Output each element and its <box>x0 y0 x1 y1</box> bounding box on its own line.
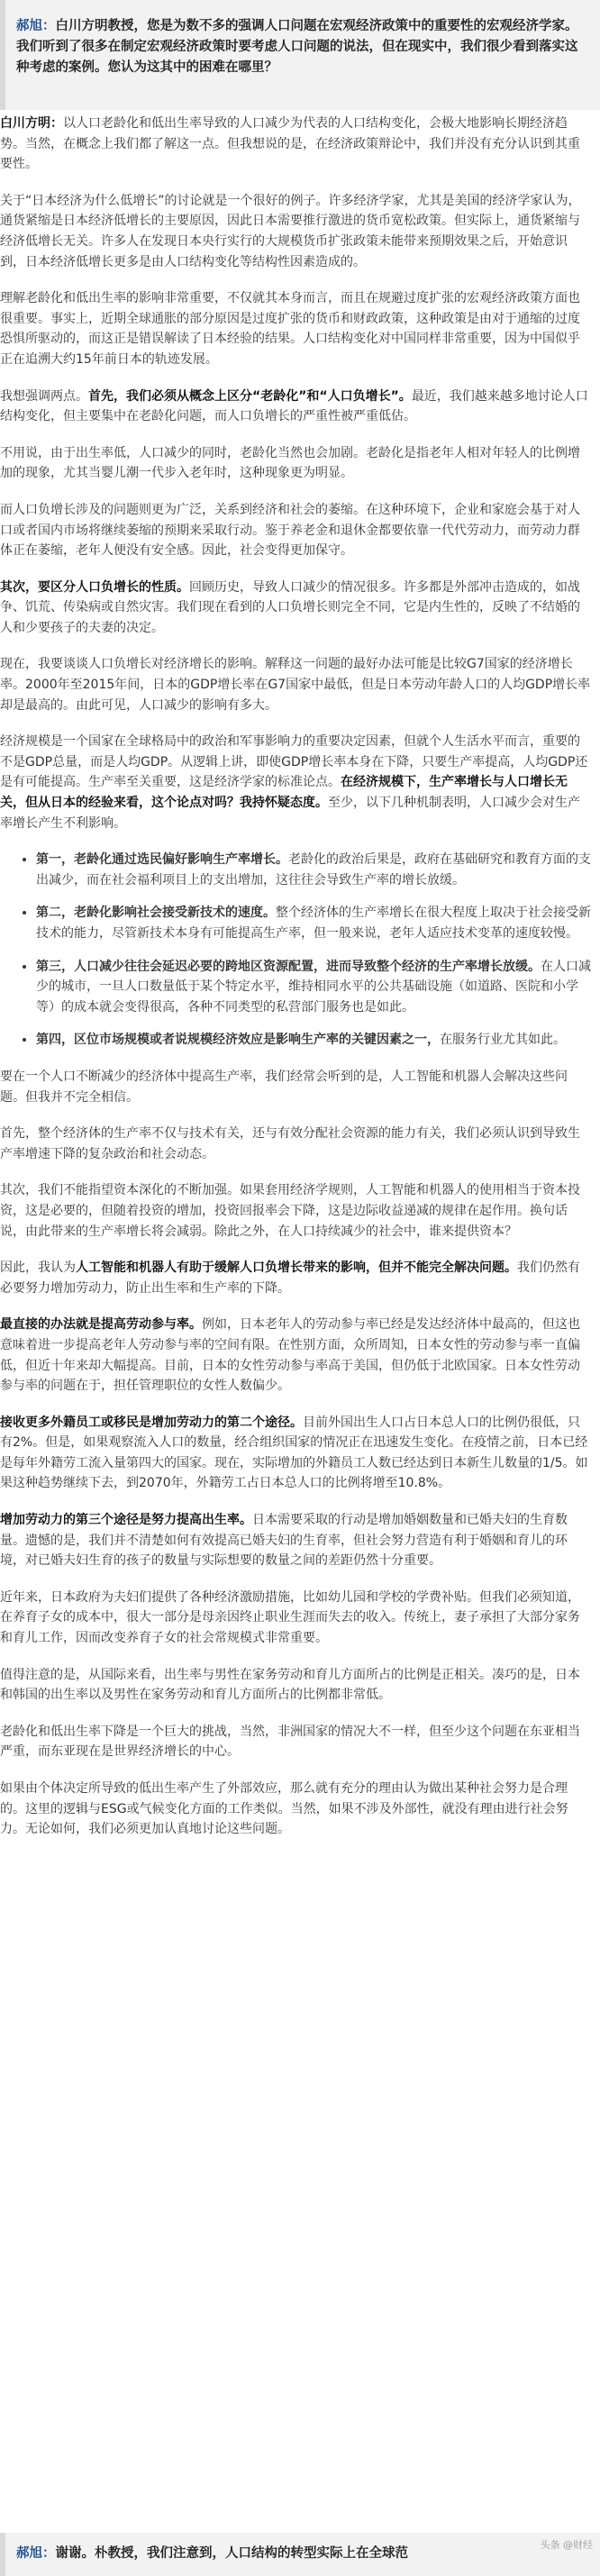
paragraph-text: 日本需要采取的行动是增加婚姻数量和已婚夫妇的生育数量。遗憾的是，我们并不清楚如何有效提高已婚夫妇的生育率，但社会努力营造有利于婚姻和育儿的环境，对已婚夫妇生育的孩子的数量与实际想要的数量之间的差距仍然十分重要。 <box>0 1513 568 1569</box>
paragraph: 而人口负增长涉及的问题则更为广泛，关系到经济和社会的萎缩。在这种环境下，企业和家庭会基于对人口或者国内市场将继续萎缩的预期来采取行动。鉴于养老金和退休金都要依靠一代代劳动力，而劳动力群体正在萎缩，老年人便没有安全感。因此，社会变得更加保守。 <box>0 502 580 559</box>
emphasis-text: 最直接的办法就是提高劳动参与率。 <box>0 1317 202 1333</box>
paragraph <box>0 578 591 639</box>
paragraph: 值得注意的是，从国际来看，出生率与男性在家务劳动和育儿方面所占的比例是正相关。凑巧的是，日本和韩国的出生率以及男性在家务劳动和育儿方面所占的比例都非常低。 <box>0 1667 580 1703</box>
question-block <box>0 0 600 110</box>
paragraph: 理解老龄化和低出生率的影响非常重要，不仅就其本身而言，而且在规避过度扩张的宏观经济政策方面也很重要。事实上，近期全球通胀的部分原因是过度扩张的货币和财政政策，这种政策是由对于通缩的过度恐惧所驱动的，而这正是错误解读了日本经验的结果。人口结构变化对中国同样非常重要，因为中国似乎正在追溯大约15年前日本的轨迹发展。 <box>0 291 580 367</box>
paragraph-text: 至少，以下几种机制表明，人口减少会对生产率增长产生不利影响。 <box>0 796 580 831</box>
followup-text <box>16 2544 587 2564</box>
list-item-text: 在人口减少的城市，一旦人口数量低于某个特定水平，维持相同水平的公共基础设施（如道路、医院和小学等）的成本就会变得很高，各种不同类型的私营部门服务也是如此。 <box>36 959 591 1015</box>
paragraph: 首先，整个经济体的生产率不仅与技术有关，还与有效分配社会资源的能力有关，我们必须认识到导致生产率增速下降的复杂政治和社会动态。 <box>0 1126 580 1161</box>
list-item <box>36 957 591 1018</box>
paragraph-text: 最近，我们越来越多地讨论人口结构变化，但主要集中在老龄化问题，而人口负增长的严重性被严重低估。 <box>0 388 588 424</box>
emphasis-text: 第四，区位市场规模或者说规模经济效应是影响生产率的关键因素之一， <box>36 1033 440 1048</box>
paragraph <box>0 1413 591 1494</box>
emphasis-text: 第三，人口减少往往会延迟必要的跨地区资源配置，进而导致整个经济的生产率增长放缓。 <box>36 959 541 974</box>
paragraph: 要在一个人口不断减少的经济体中提高生产率，我们经常会听到的是，人工智能和机器人会解决这些问题。但我并不完全相信。 <box>0 1069 568 1105</box>
list-item <box>36 1030 591 1051</box>
paragraph-text: 回顾历史，导致人口减少的情况很多。许多都是外部冲击造成的，如战争、饥荒、传染病或自然灾害。我们现在看到的人口负增长则完全不同，它是内生性的，反映了不结婚的人和少要孩子的夫妻的决定。 <box>0 579 580 635</box>
paragraph <box>0 732 591 833</box>
watermark: 头条 @财经 <box>540 2539 593 2551</box>
paragraph <box>0 1510 591 1571</box>
paragraph: 老龄化和低出生率下降是一个巨大的挑战，当然，非洲国家的情况大不一样，但至少这个问题在东亚相当严重，而东亚现在是世界经济增长的中心。 <box>0 1724 580 1760</box>
paragraph: 其次，我们不能指望资本深化的不断加强。如果套用经济学规则，人工智能和机器人的使用相当于资本投资，这是必要的，但随着投资的增加，投资回报率会下降，这是边际收益递减的规律在起作用。换句话说，由此带来的生产率增长将会减弱。除此之外，在人口持续减少的社会中，谁来提供资本？ <box>0 1183 580 1239</box>
question-text <box>16 16 587 78</box>
list-item-text: 整个经济体的生产率增长在很大程度上取决于社会接受新技术的能力，尽管新技术本身有可能提高生产率，但一般来说，老年人适应技术变革的速度较慢。 <box>36 906 591 941</box>
paragraph-text: 因此，我认为 <box>0 1261 76 1276</box>
emphasis-text: 人工智能和机器人有助于缓解人口负增长带来的影响，但并不能完全解决问题。 <box>76 1261 517 1276</box>
emphasis-text: 增加劳动力的第三个途径是努力提高出生率。 <box>0 1513 252 1528</box>
speaker-label: 白川方明： <box>0 116 63 131</box>
emphasis-text: 第二，老龄化影响社会接受新技术的速度。 <box>36 906 276 921</box>
followup-question-block <box>0 2533 600 2576</box>
paragraph <box>0 1315 591 1396</box>
answer-content <box>0 114 600 1856</box>
paragraph <box>0 1258 591 1298</box>
paragraph: 如果由个体决定所导致的低出生率产生了外部效应，那么就有充分的理由认为做出某种社会努力是合理的。这里的逻辑与ESG或气候变化方面的工作类似。当然，如果不涉及外部性，就没有理由进行社会努力。无论如何，我们必须更加认真地讨论这些问题。 <box>0 1781 568 1837</box>
speaker-label: 郝旭： <box>16 2546 56 2561</box>
list-item-text: 老龄化的政治后果是，政府在基础研究和教育方面的支出减少，而在社会福利项目上的支出增加，这往往会导致生产率的增长放缓。 <box>36 852 591 887</box>
paragraph: 近年来，日本政府为夫妇们提供了各种经济激励措施，比如幼儿园和学校的学费补贴。但我们必须知道，在养育子女的成本中，很大一部分是母亲因终止职业生涯而失去的收入。传统上，妻子承担了大部分家务和育儿工作，因而改变养育子女的社会常规模式非常重要。 <box>0 1589 580 1646</box>
paragraph-text: 例如，日本老年人的劳动参与率已经是发达经济体中最高的，但这也意味着进一步提高老年人劳动参与率的空间有限。在性别方面，众所周知，日本女性的劳动参与率一直偏低，但近十年来却大幅提高。目前，日本的女性劳动参与率高于美国，但仍低于北欧国家。日本女性劳动参与率的问题在于，担任管理职位的女性人数偏少。 <box>0 1317 580 1394</box>
emphasis-text: 第一，老龄化通过选民偏好影响生产率增长。 <box>36 852 288 868</box>
paragraph-text: 我们仍然有必要努力增加劳动力，防止出生率和生产率的下降。 <box>0 1261 580 1296</box>
question-body: 白川方明教授，您是为数不多的强调人口问题在宏观经济政策中的重要性的宏观经济学家。我们听到了很多在制定宏观经济政策时要考虑人口问题的说法，但在现实中，我们很少看到落实这种考虑的案例。您认为这其中的困难在哪里？ <box>16 19 578 75</box>
emphasis-text: 其次，要区分人口负增长的性质。 <box>0 579 189 595</box>
list-item <box>36 903 591 943</box>
list-item <box>36 850 591 890</box>
followup-body: 谢谢。朴教授，我们注意到，人口结构的转型实际上在全球范 <box>55 2546 408 2561</box>
paragraph <box>0 387 591 427</box>
paragraph <box>0 114 591 175</box>
list-item-text: 在服务行业尤其如此。 <box>440 1033 566 1048</box>
emphasis-text: 在经济规模下，生产率增长与人口增长无关，但从日本的经验来看，这个论点对吗？我持怀疑态度。 <box>0 775 568 811</box>
paragraph-text: 经济规模是一个国家在全球格局中的政治和军事影响力的重要决定因素，但就个人生活水平而言，重要的不是GDP总量，而是人均GDP。从逻辑上讲，即使GDP增长率本身在下降，只要生产率提高，人均GDP还是有可能提高。生产率至关重要，这是经济学家的标准论点。 <box>0 734 588 790</box>
emphasis-text: 首先，我们必须从概念上区分“老龄化”和“人口负增长”。 <box>88 388 412 404</box>
paragraph-text: 以人口老龄化和低出生率导致的人口减少为代表的人口结构变化，会极大地影响长期经济趋势。当然，在概念上我们都了解这一点。但我想说的是，在经济政策辩论中，我们并没有充分认识到其重要性。 <box>0 116 580 172</box>
paragraph: 关于“日本经济为什么低增长”的讨论就是一个很好的例子。许多经济学家，尤其是美国的经济学家认为，通货紧缩是日本经济低增长的主要原因，因此日本需要推行激进的货币宽松政策。但实际上，通货紧缩与经济低增长无关。许多人在发现日本央行实行的大规模货币扩张政策未能带来预期效果之后，开始意识到，日本经济低增长更多是由人口结构变化等结构性因素造成的。 <box>0 193 581 269</box>
paragraph-text: 我想强调两点。 <box>0 388 88 404</box>
emphasis-text: 接收更多外籍员工或移民是增加劳动力的第二个途径。 <box>0 1415 303 1430</box>
speaker-label: 郝旭： <box>16 19 56 33</box>
paragraph: 不用说，由于出生率低，人口减少的同时，老龄化当然也会加剧。老龄化是指老年人相对年轻人的比例增加的现象，尤其当婴儿潮一代步入老年时，这种现象更为明显。 <box>0 445 580 481</box>
mechanism-list <box>0 850 591 1051</box>
paragraph: 现在，我要谈谈人口负增长对经济增长的影响。解释这一问题的最好办法可能是比较G7国家的经济增长率。2000年至2015年间，日本的GDP增长率在G7国家中最低，但是日本劳动年龄人口的人均GDP增长率却是最高的。由此可见，人口减少的影响有多大。 <box>0 657 591 713</box>
paragraph-text: 目前外国出生人口占日本总人口的比例仍很低，只有2%。但是，如果观察流入人口的数量，经合组织国家的情况正在迅速发生变化。在疫情之前，日本已经是每年外籍劳工流入量第四大的国家。现在，实际增加的外籍员工人数已经达到日本新生儿数量的1/5。如果这种趋势继续下去，到2070年，外籍劳工占日本总人口的比例将增至10.8%。 <box>0 1415 588 1491</box>
